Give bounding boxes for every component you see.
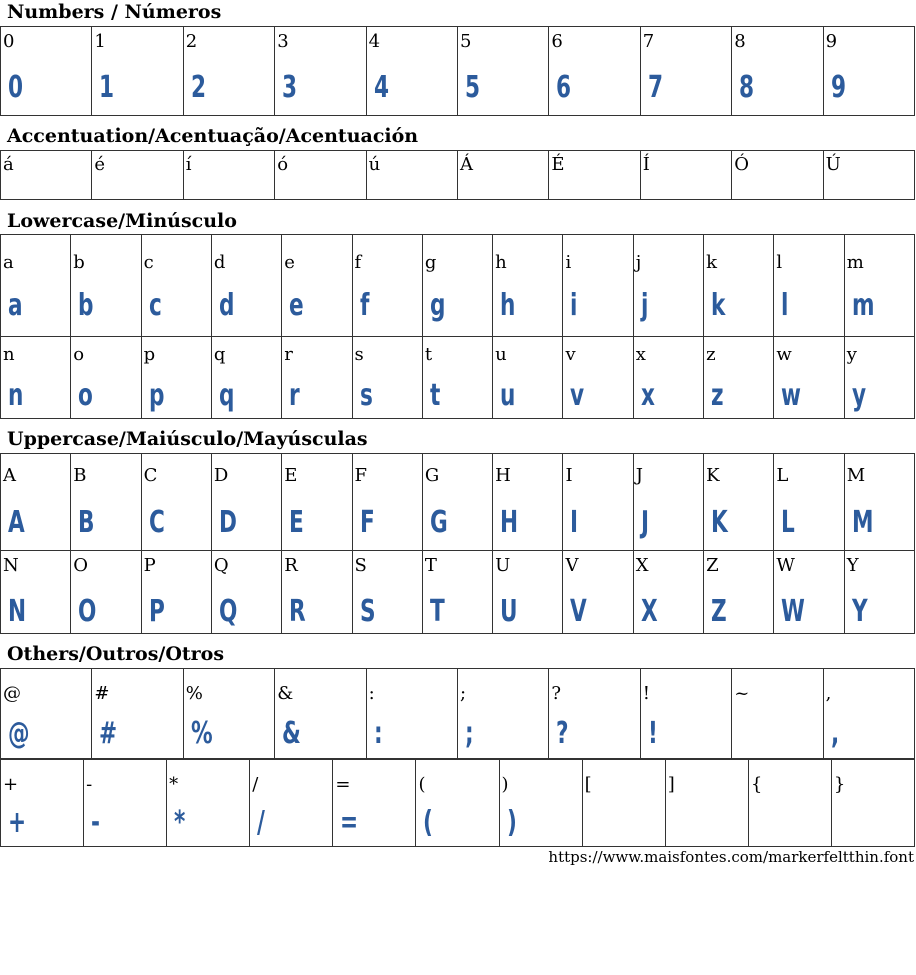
glyph-sample: d	[218, 288, 235, 323]
glyph-sample: E	[289, 505, 304, 540]
char-label: X	[635, 555, 649, 576]
glyph-sample: o	[78, 378, 94, 413]
char-label: v	[565, 344, 576, 365]
char-label: j	[635, 252, 642, 273]
glyph-cell-9	[824, 27, 915, 116]
char-label: ]	[667, 774, 675, 795]
char-label: Y	[846, 555, 859, 576]
lowercase-grid-row-1	[0, 234, 915, 337]
glyph-cell-c3a9	[92, 151, 183, 200]
char-label: /	[252, 774, 259, 795]
char-label: Ú	[825, 154, 841, 175]
char-label: 7	[642, 31, 655, 52]
char-label: i	[565, 252, 572, 273]
char-label: ,	[825, 683, 832, 704]
glyph-sample: g	[429, 288, 446, 323]
glyph-cell-8	[732, 27, 823, 116]
char-label: A	[3, 465, 16, 486]
glyph-cell-c381	[458, 151, 549, 200]
glyph-cell-f	[353, 454, 423, 551]
glyph-cell-q	[212, 551, 282, 634]
glyph-sample: #	[99, 716, 118, 751]
glyph-cell-t	[423, 337, 493, 419]
section-title-others: Others/Outros/Otros	[7, 643, 225, 665]
char-label: D	[213, 465, 229, 486]
glyph-cell-v	[563, 337, 633, 419]
glyph-sample: 5	[465, 70, 481, 105]
char-label: {	[750, 774, 763, 795]
char-label: l	[776, 252, 783, 273]
glyph-cell-t	[423, 551, 493, 634]
glyph-cell-2	[184, 27, 275, 116]
glyph-cell-d	[212, 454, 282, 551]
glyph-sample: Z	[711, 594, 727, 629]
glyph-cell-w	[774, 551, 844, 634]
glyph-cell-m	[845, 454, 915, 551]
char-label: !	[642, 683, 651, 704]
glyph-sample: 7	[647, 70, 663, 105]
char-label: x	[635, 344, 646, 365]
glyph-cell-a	[1, 235, 71, 337]
char-label: (	[418, 774, 426, 795]
glyph-sample: 0	[8, 70, 24, 105]
glyph-cell-a	[1, 454, 71, 551]
char-label: m	[846, 252, 864, 273]
glyph-cell-f	[353, 235, 423, 337]
char-label: &	[277, 683, 294, 704]
glyph-sample: K	[711, 505, 728, 540]
glyph-sample: I	[570, 505, 579, 540]
char-label: q	[213, 344, 226, 365]
glyph-cell-c3b3	[275, 151, 366, 200]
glyph-sample: c	[148, 288, 162, 323]
glyph-cell-i	[563, 454, 633, 551]
glyph-cell-question	[549, 669, 640, 759]
char-label: S	[354, 555, 367, 576]
glyph-sample: G	[429, 505, 448, 540]
glyph-cell-u	[493, 551, 563, 634]
char-label: 2	[185, 31, 198, 52]
char-label: s	[354, 344, 364, 365]
char-label: ;	[460, 683, 467, 704]
glyph-cell-w	[774, 337, 844, 419]
char-label: ú	[368, 154, 381, 175]
char-label: M	[846, 465, 866, 486]
glyph-sample: F	[359, 505, 375, 540]
glyph-cell-c3a1	[1, 151, 92, 200]
char-label: 6	[551, 31, 563, 52]
char-label: e	[284, 252, 295, 273]
glyph-cell-u	[493, 337, 563, 419]
char-label: V	[565, 555, 579, 576]
glyph-cell-tilde	[732, 669, 823, 759]
glyph-cell-b	[71, 235, 141, 337]
glyph-cell-o	[71, 337, 141, 419]
glyph-sample: )	[506, 805, 517, 840]
glyph-sample: 9	[830, 70, 846, 105]
char-label: p	[143, 344, 156, 365]
glyph-cell-paren-close	[500, 760, 583, 847]
glyph-cell-b	[71, 454, 141, 551]
glyph-cell-semicolon	[458, 669, 549, 759]
glyph-sample: e	[289, 288, 304, 323]
glyph-sample: p	[148, 378, 165, 413]
glyph-cell-bracket-close	[666, 760, 749, 847]
char-label: 3	[277, 31, 289, 52]
char-label: t	[424, 344, 433, 365]
glyph-sample: n	[8, 378, 24, 413]
glyph-sample: H	[500, 505, 519, 540]
glyph-sample: &	[282, 716, 302, 751]
char-label: ?	[551, 683, 562, 704]
glyph-sample: 2	[190, 70, 206, 105]
uppercase-grid-row-1	[0, 453, 915, 551]
char-label: }	[833, 774, 846, 795]
glyph-sample: !	[647, 716, 658, 751]
char-label: I	[565, 465, 573, 486]
char-label: z	[706, 344, 716, 365]
char-label: *	[169, 774, 179, 795]
char-label: W	[776, 555, 795, 576]
glyph-sample: *	[174, 805, 186, 840]
glyph-sample: r	[289, 378, 300, 413]
glyph-cell-colon	[367, 669, 458, 759]
glyph-cell-z	[704, 337, 774, 419]
char-label: a	[3, 252, 14, 273]
char-label: E	[284, 465, 298, 486]
char-label: P	[143, 555, 156, 576]
glyph-sample: h	[500, 288, 516, 323]
char-label: @	[3, 683, 21, 704]
glyph-cell-c	[142, 454, 212, 551]
glyph-sample: V	[570, 594, 588, 629]
char-label: é	[94, 154, 106, 175]
char-label: B	[73, 465, 87, 486]
char-label: U	[495, 555, 511, 576]
char-label: b	[73, 252, 85, 273]
glyph-cell-l	[774, 235, 844, 337]
glyph-cell-brace-open	[749, 760, 832, 847]
glyph-sample: 3	[282, 70, 298, 105]
glyph-sample: x	[640, 378, 655, 413]
glyph-sample: s	[359, 378, 373, 413]
glyph-cell-i	[563, 235, 633, 337]
glyph-sample: y	[851, 378, 866, 413]
glyph-cell-q	[212, 337, 282, 419]
glyph-cell-x	[634, 337, 704, 419]
glyph-sample: ,	[830, 716, 839, 751]
char-label: L	[776, 465, 789, 486]
glyph-sample: J	[640, 505, 649, 540]
char-label: n	[3, 344, 15, 365]
others-grid-row-1	[0, 668, 915, 759]
glyph-sample: P	[148, 594, 165, 629]
glyph-cell-e	[282, 454, 352, 551]
char-label: 1	[94, 31, 106, 52]
glyph-sample: S	[359, 594, 376, 629]
glyph-cell-c393	[732, 151, 823, 200]
glyph-cell-p	[142, 551, 212, 634]
char-label: ~	[734, 683, 750, 704]
glyph-cell-v	[563, 551, 633, 634]
glyph-cell-o	[71, 551, 141, 634]
lowercase-grid-row-2	[0, 336, 915, 419]
glyph-cell-c389	[549, 151, 640, 200]
glyph-cell-s	[353, 337, 423, 419]
char-label: K	[706, 465, 720, 486]
glyph-cell-k	[704, 235, 774, 337]
char-label: f	[354, 252, 362, 273]
glyph-cell-c38d	[641, 151, 732, 200]
glyph-cell-equals	[333, 760, 416, 847]
glyph-cell-g	[423, 235, 493, 337]
section-title-uppercase: Uppercase/Maiúsculo/Mayúsculas	[7, 428, 368, 450]
char-label: á	[3, 154, 14, 175]
glyph-cell-l	[774, 454, 844, 551]
glyph-sample: N	[8, 594, 27, 629]
glyph-cell-4	[367, 27, 458, 116]
char-label: -	[86, 774, 93, 795]
char-label: Q	[213, 555, 229, 576]
char-label: w	[776, 344, 792, 365]
glyph-sample: L	[781, 505, 796, 540]
glyph-sample: C	[148, 505, 165, 540]
glyph-sample: i	[570, 288, 578, 323]
glyph-cell-n	[1, 551, 71, 634]
glyph-sample: k	[711, 288, 726, 323]
glyph-sample: @	[8, 716, 30, 751]
char-label: É	[551, 154, 565, 175]
char-label: 9	[825, 31, 838, 52]
glyph-sample: ;	[465, 716, 474, 751]
char-label: #	[94, 683, 110, 704]
glyph-cell-d	[212, 235, 282, 337]
glyph-cell-exclamation	[641, 669, 732, 759]
glyph-sample: v	[570, 378, 585, 413]
char-label: R	[284, 555, 298, 576]
char-label: d	[213, 252, 226, 273]
glyph-cell-brace-close	[832, 760, 915, 847]
glyph-cell-y	[845, 337, 915, 419]
glyph-sample: %	[190, 716, 213, 751]
char-label: H	[495, 465, 511, 486]
uppercase-grid-row-2	[0, 550, 915, 634]
section-title-accentuation: Accentuation/Acentuação/Acentuación	[7, 125, 419, 147]
section-title-numbers: Numbers / Números	[7, 1, 222, 23]
glyph-sample: =	[340, 805, 359, 840]
glyph-cell-3	[275, 27, 366, 116]
char-label: +	[3, 774, 19, 795]
numbers-grid	[0, 26, 915, 116]
char-label: 8	[734, 31, 746, 52]
glyph-cell-6	[549, 27, 640, 116]
glyph-cell-g	[423, 454, 493, 551]
glyph-sample: f	[359, 288, 369, 323]
char-label: g	[424, 252, 437, 273]
glyph-sample: M	[851, 505, 874, 540]
glyph-cell-c3ad	[184, 151, 275, 200]
char-label: N	[3, 555, 19, 576]
glyph-sample: +	[8, 805, 27, 840]
glyph-sample: U	[500, 594, 518, 629]
footer-url: https://www.maisfontes.com/markerfeltthin.font	[548, 848, 914, 866]
glyph-sample: z	[711, 378, 724, 413]
glyph-sample: ?	[556, 716, 569, 751]
glyph-cell-plus	[1, 760, 84, 847]
glyph-sample: R	[289, 594, 306, 629]
char-label: C	[143, 465, 158, 486]
glyph-sample: l	[781, 288, 789, 323]
char-label: u	[495, 344, 507, 365]
char-label: 4	[368, 31, 381, 52]
glyph-cell-c39a	[824, 151, 915, 200]
glyph-sample: 8	[739, 70, 755, 105]
char-label: h	[495, 252, 507, 273]
glyph-sample: B	[78, 505, 95, 540]
glyph-cell-c	[142, 235, 212, 337]
char-label: 0	[3, 31, 15, 52]
char-label: Á	[460, 154, 473, 175]
glyph-cell-s	[353, 551, 423, 634]
glyph-cell-asterisk	[167, 760, 250, 847]
glyph-cell-comma	[824, 669, 915, 759]
glyph-cell-z	[704, 551, 774, 634]
glyph-cell-j	[634, 235, 704, 337]
char-label: O	[73, 555, 89, 576]
char-label: c	[143, 252, 154, 273]
glyph-cell-r	[282, 551, 352, 634]
glyph-cell-m	[845, 235, 915, 337]
glyph-cell-j	[634, 454, 704, 551]
char-label: 5	[460, 31, 472, 52]
glyph-cell-percent	[184, 669, 275, 759]
glyph-cell-c3ba	[367, 151, 458, 200]
glyph-sample: q	[218, 378, 235, 413]
glyph-sample: u	[500, 378, 516, 413]
char-label: J	[635, 465, 643, 486]
glyph-cell-bracket-open	[583, 760, 666, 847]
char-label: :	[368, 683, 375, 704]
glyph-cell-5	[458, 27, 549, 116]
glyph-cell-1	[92, 27, 183, 116]
glyph-sample: Q	[218, 594, 238, 629]
section-title-lowercase: Lowercase/Minúsculo	[7, 210, 237, 232]
char-label: í	[185, 154, 192, 175]
glyph-cell-ampersand	[275, 669, 366, 759]
char-label: F	[354, 465, 368, 486]
others-grid-row-2	[0, 759, 915, 847]
glyph-sample: w	[781, 378, 802, 413]
glyph-cell-hash	[92, 669, 183, 759]
glyph-sample: W	[781, 594, 806, 629]
glyph-cell-7	[641, 27, 732, 116]
glyph-sample: X	[640, 594, 658, 629]
glyph-sample: 1	[99, 70, 115, 105]
glyph-sample: D	[218, 505, 237, 540]
char-label: y	[846, 344, 857, 365]
char-label: Z	[706, 555, 719, 576]
char-label: =	[335, 774, 351, 795]
char-label: G	[424, 465, 440, 486]
glyph-cell-e	[282, 235, 352, 337]
glyph-sample: t	[429, 378, 441, 413]
glyph-sample: m	[851, 288, 875, 323]
char-label: k	[706, 252, 717, 273]
glyph-cell-k	[704, 454, 774, 551]
glyph-cell-at	[1, 669, 92, 759]
glyph-cell-h	[493, 454, 563, 551]
glyph-sample: 6	[556, 70, 572, 105]
glyph-cell-r	[282, 337, 352, 419]
glyph-sample: A	[8, 505, 25, 540]
glyph-sample: j	[640, 288, 649, 323]
char-label: [	[584, 774, 592, 795]
glyph-cell-p	[142, 337, 212, 419]
glyph-cell-n	[1, 337, 71, 419]
glyph-sample: a	[8, 288, 23, 323]
glyph-cell-h	[493, 235, 563, 337]
glyph-cell-x	[634, 551, 704, 634]
glyph-cell-0	[1, 27, 92, 116]
glyph-cell-slash	[250, 760, 333, 847]
accentuation-grid	[0, 150, 915, 200]
glyph-cell-paren-open	[416, 760, 499, 847]
char-label: r	[284, 344, 293, 365]
glyph-cell-minus	[84, 760, 167, 847]
char-label: %	[185, 683, 203, 704]
char-label: Í	[642, 154, 650, 175]
glyph-sample: -	[91, 805, 101, 840]
glyph-sample: b	[78, 288, 94, 323]
glyph-sample: T	[429, 594, 445, 629]
char-label: o	[73, 344, 85, 365]
glyph-sample: (	[423, 805, 434, 840]
glyph-sample: 4	[373, 70, 389, 105]
glyph-sample: Y	[851, 594, 868, 629]
char-label: T	[424, 555, 437, 576]
glyph-sample: /	[257, 805, 266, 840]
glyph-cell-y	[845, 551, 915, 634]
glyph-sample: :	[373, 716, 383, 751]
glyph-sample: O	[78, 594, 97, 629]
char-label: Ó	[734, 154, 749, 175]
char-label: )	[501, 774, 509, 795]
char-label: ó	[277, 154, 289, 175]
